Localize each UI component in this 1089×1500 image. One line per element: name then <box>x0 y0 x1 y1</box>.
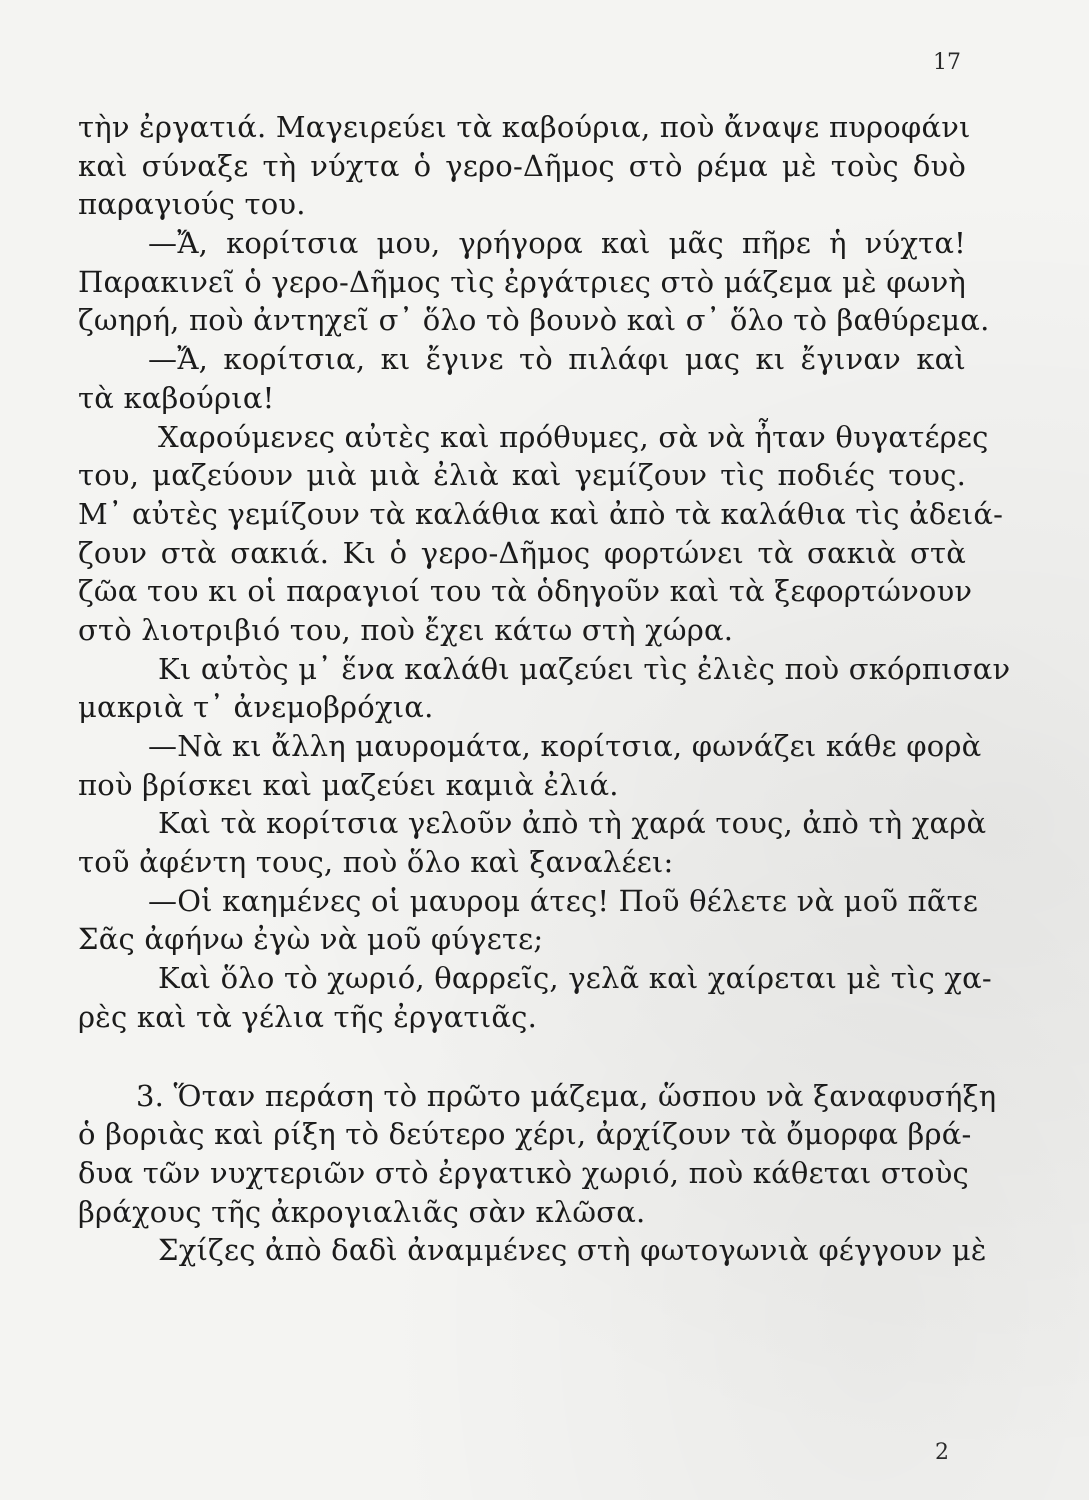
text-line: τὰ καβούρια! <box>78 380 275 415</box>
printer-signature-mark: 2 <box>935 1440 949 1465</box>
text-line: Κι αὐτὸς μ᾽ ἕνα καλάθι μαζεύει τὶς ἐλιὲς ποὺ σκόρπισαν <box>158 651 1011 686</box>
section-gap <box>78 1037 966 1077</box>
text-line: ζωηρή, ποὺ ἀντηχεῖ σ᾽ ὅλο τὸ βουνὸ καὶ σ᾽ ὅλο τὸ βαθύρεμα. <box>78 303 990 338</box>
text-line: παραγιούς του. <box>78 187 306 222</box>
text-line: ρὲς καὶ τὰ γέλια τῆς ἐργατιᾶς. <box>78 999 537 1034</box>
text-line: δυα τῶν νυχτεριῶν στὸ ἐργατικὸ χωριό, ποὺ κάθεται στοὺς <box>78 1155 969 1190</box>
text-line: καὶ σύναξε τὴ νύχτα ὁ γερο-Δῆμος στὸ ρέμα μὲ τοὺς δυὸ <box>78 148 966 183</box>
text-line: ὁ βοριὰς καὶ ρίξη τὸ δεύτερο χέρι, ἀρχίζουν τὰ ὄμορφα βρά- <box>78 1117 972 1152</box>
body-text <box>78 108 1011 1270</box>
text-line: ποὺ βρίσκει καὶ μαζεύει καμιὰ ἐλιά. <box>78 767 619 802</box>
text-line: ζουν στὰ σακιά. Κι ὁ γερο-Δῆμος φορτώνει τὰ σακιὰ στὰ <box>78 535 966 570</box>
text-line: Καὶ τὰ κορίτσια γελοῦν ἀπὸ τὴ χαρά τους, ἀπὸ τὴ χαρὰ <box>158 806 987 841</box>
text-line: —Ἄ, κορίτσια μου, γρήγορα καὶ μᾶς πῆρε ἡ νύχτα! <box>148 226 966 261</box>
text-line: τὴν ἐργατιά. Μαγειρεύει τὰ καβούρια, ποὺ ἄναψε πυροφάνι <box>78 110 971 144</box>
text-line: —Οἱ καημένες οἱ μαυρομ άτες! Ποῦ θέλετε νὰ μοῦ πᾶτε <box>148 883 979 918</box>
text-line: Καὶ ὅλο τὸ χωριό, θαρρεῖς, γελᾶ καὶ χαίρεται μὲ τὶς χα- <box>158 961 992 996</box>
text-line: Σχίζες ἀπὸ δαδὶ ἀναμμένες στὴ φωτογωνιὰ φέγγουν μὲ <box>158 1233 987 1268</box>
text-line: Παρακινεῖ ὁ γερο-Δῆμος τὶς ἐργάτριες στὸ μάζεμα μὲ φωνὴ <box>78 264 966 299</box>
text-line: Χαρούμενες αὐτὲς καὶ πρόθυμες, σὰ νὰ ἦταν θυγατέρες <box>158 419 989 454</box>
text-line: στὸ λιοτριβιό του, ποὺ ἔχει κάτω στὴ χώρα. <box>78 612 734 647</box>
text-line: τοῦ ἀφέντη τους, ποὺ ὅλο καὶ ξαναλέει: <box>78 845 674 880</box>
text-line: ζῶα του κι οἱ παραγιοί του τὰ ὁδηγοῦν καὶ τὰ ξεφορτώνουν <box>78 574 973 609</box>
text-line: του, μαζεύουν μιὰ μιὰ ἐλιὰ καὶ γεμίζουν τὶς ποδιές τους. <box>78 458 966 493</box>
page-number: 17 <box>933 50 961 75</box>
text-line: —Νὰ κι ἄλλη μαυρομάτα, κορίτσια, φωνάζει κάθε φορὰ <box>148 729 982 763</box>
section-3-first-line: 3. Ὅταν περάση τὸ πρῶτο μάζεμα, ὥσπου νὰ ξαναφυσήξη <box>136 1078 997 1113</box>
text-line: Σᾶς ἀφήνω ἐγὼ νὰ μοῦ φύγετε; <box>78 922 544 957</box>
text-line: βράχους τῆς ἀκρογιαλιᾶς σὰν κλῶσα. <box>78 1194 646 1229</box>
text-line: Μ᾽ αὐτὲς γεμίζουν τὰ καλάθια καὶ ἀπὸ τὰ καλάθια τὶς ἀδειά- <box>78 496 1004 531</box>
text-line: μακριὰ τ᾽ ἀνεμοβρόχια. <box>78 690 434 725</box>
text-line: —Ἄ, κορίτσια, κι ἔγινε τὸ πιλάφι μας κι ἔγιναν καὶ <box>148 342 966 377</box>
